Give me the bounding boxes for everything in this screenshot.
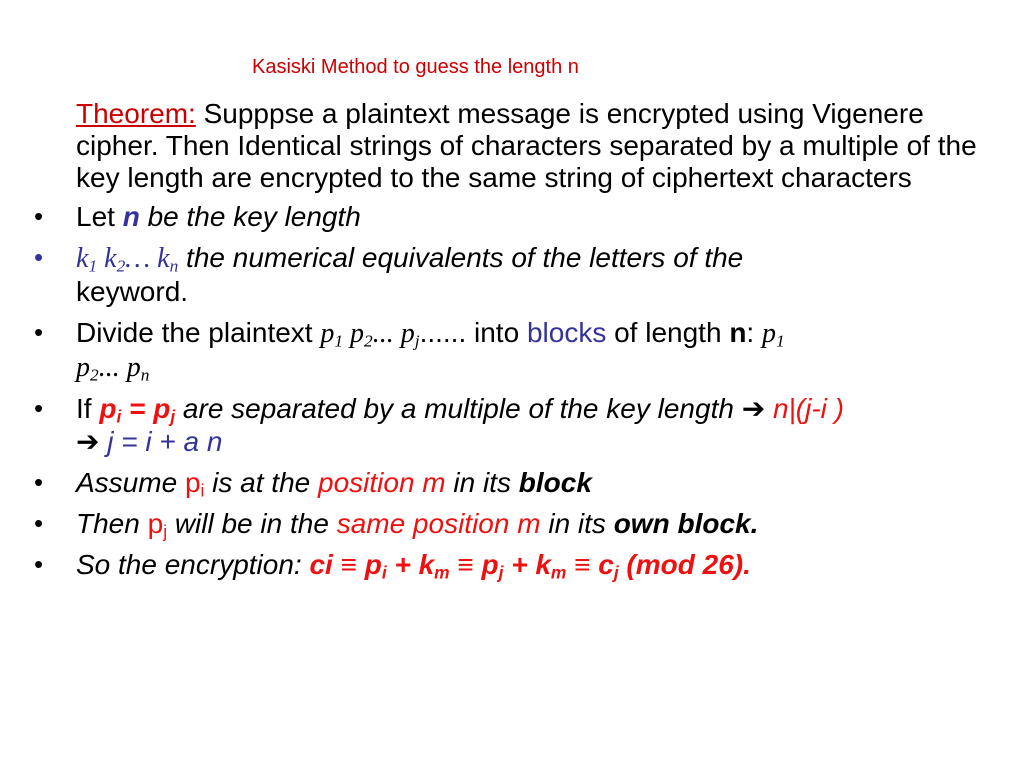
p: p [76,352,90,383]
text: in its [445,467,519,498]
congruence-formula [309,549,751,583]
sub: j [163,521,168,542]
p: p [184,467,201,498]
f: + k [386,549,435,580]
own-block-word: own block. [613,508,759,539]
slide-title: Kasiski Method to guess the length n [252,56,579,78]
f: ≡ c [566,549,614,580]
arrow-icon: ➔ [76,426,100,457]
var-n: n [729,317,747,348]
p: ... p [98,352,141,383]
k: … k [125,243,170,274]
position-m: position m [318,467,446,498]
bullet-icon: • [34,549,44,579]
pi-equals-pj [99,393,176,427]
bullet-item-key-length [0,200,1024,233]
p: p [761,318,776,349]
text: of length [606,317,730,348]
p: p [153,393,171,424]
p: p [343,318,365,349]
sub: m [550,562,567,583]
sub: 2 [116,256,126,276]
text: are separated by a multiple of the key length [175,393,742,424]
sub: n [169,256,179,276]
pi [184,467,205,501]
sub: m [434,562,450,583]
sub: j [498,562,504,583]
bullet-icon: • [34,201,44,231]
sub: 1 [775,331,785,351]
sub: j [613,562,619,583]
text: ...... into [419,317,527,348]
sub: j [170,406,176,427]
p: ... p [372,318,415,349]
f: (mod 26). [618,549,751,580]
text: : [746,317,762,348]
k: k [97,243,117,274]
text: be the key length [139,201,361,232]
var-n: n [122,201,140,232]
bullet-item-if-equal [0,392,1024,458]
pj [147,508,168,542]
p: p [99,393,117,424]
text: will be in the [167,508,337,539]
p: p [320,318,335,349]
text: Assume [76,467,185,498]
bullet-item-assume [0,466,1024,499]
same-position-m: same position m [336,508,541,539]
theorem-label: Theorem: [76,98,196,129]
bullet-icon: • [34,393,44,423]
bullet-item-divide-plaintext [0,316,1024,384]
divides-expr: n|(j-i ) [765,393,844,424]
sub: 2 [364,331,373,351]
slide-body [0,98,1024,589]
text: in its [540,508,614,539]
theorem-paragraph [76,98,1014,194]
sub: i [116,406,122,427]
bullet-icon: • [34,242,44,272]
key-symbols [76,243,178,274]
sub: 2 [90,365,99,385]
theorem-text: Supppse a plaintext message is encrypted using Vigenere cipher. Then Identical strings of characters separated by a multiple of the key length are encrypted to the same string of ciphertext characters [76,98,977,193]
f: + k [503,549,551,580]
sub: i [200,480,205,501]
bullet-item-numerical-equivalents [0,241,1024,308]
sub: n [140,365,150,385]
text: Then [76,508,148,539]
text: keyword. [76,276,189,307]
k: k [76,243,89,274]
plaintext-symbols [320,318,419,349]
bullet-icon: • [34,317,44,347]
block-word: block [518,467,592,498]
text: So the encryption: [76,549,310,580]
bullet-icon: • [34,467,44,497]
bullet-icon: • [34,508,44,538]
blocks-word: blocks [526,317,607,348]
sub: j [414,331,420,351]
bullet-item-encryption [0,548,1024,581]
p: p [147,508,164,539]
eq: = [121,393,154,424]
text: Let [76,201,123,232]
bullet-item-then [0,507,1024,540]
sub: 1 [334,331,344,351]
text: the numerical equivalents of the letters of the [178,242,744,273]
bullet-list [0,200,1024,581]
j-expr: j = i + a n [99,426,223,457]
text: Divide the plaintext [76,317,321,348]
arrow-icon: ➔ [741,393,766,424]
text: If [76,393,100,424]
f: ≡ p [449,549,499,580]
sub: i [381,562,387,583]
sub: 1 [88,256,98,276]
text: is at the [204,467,318,498]
f: ci ≡ p [309,549,382,580]
